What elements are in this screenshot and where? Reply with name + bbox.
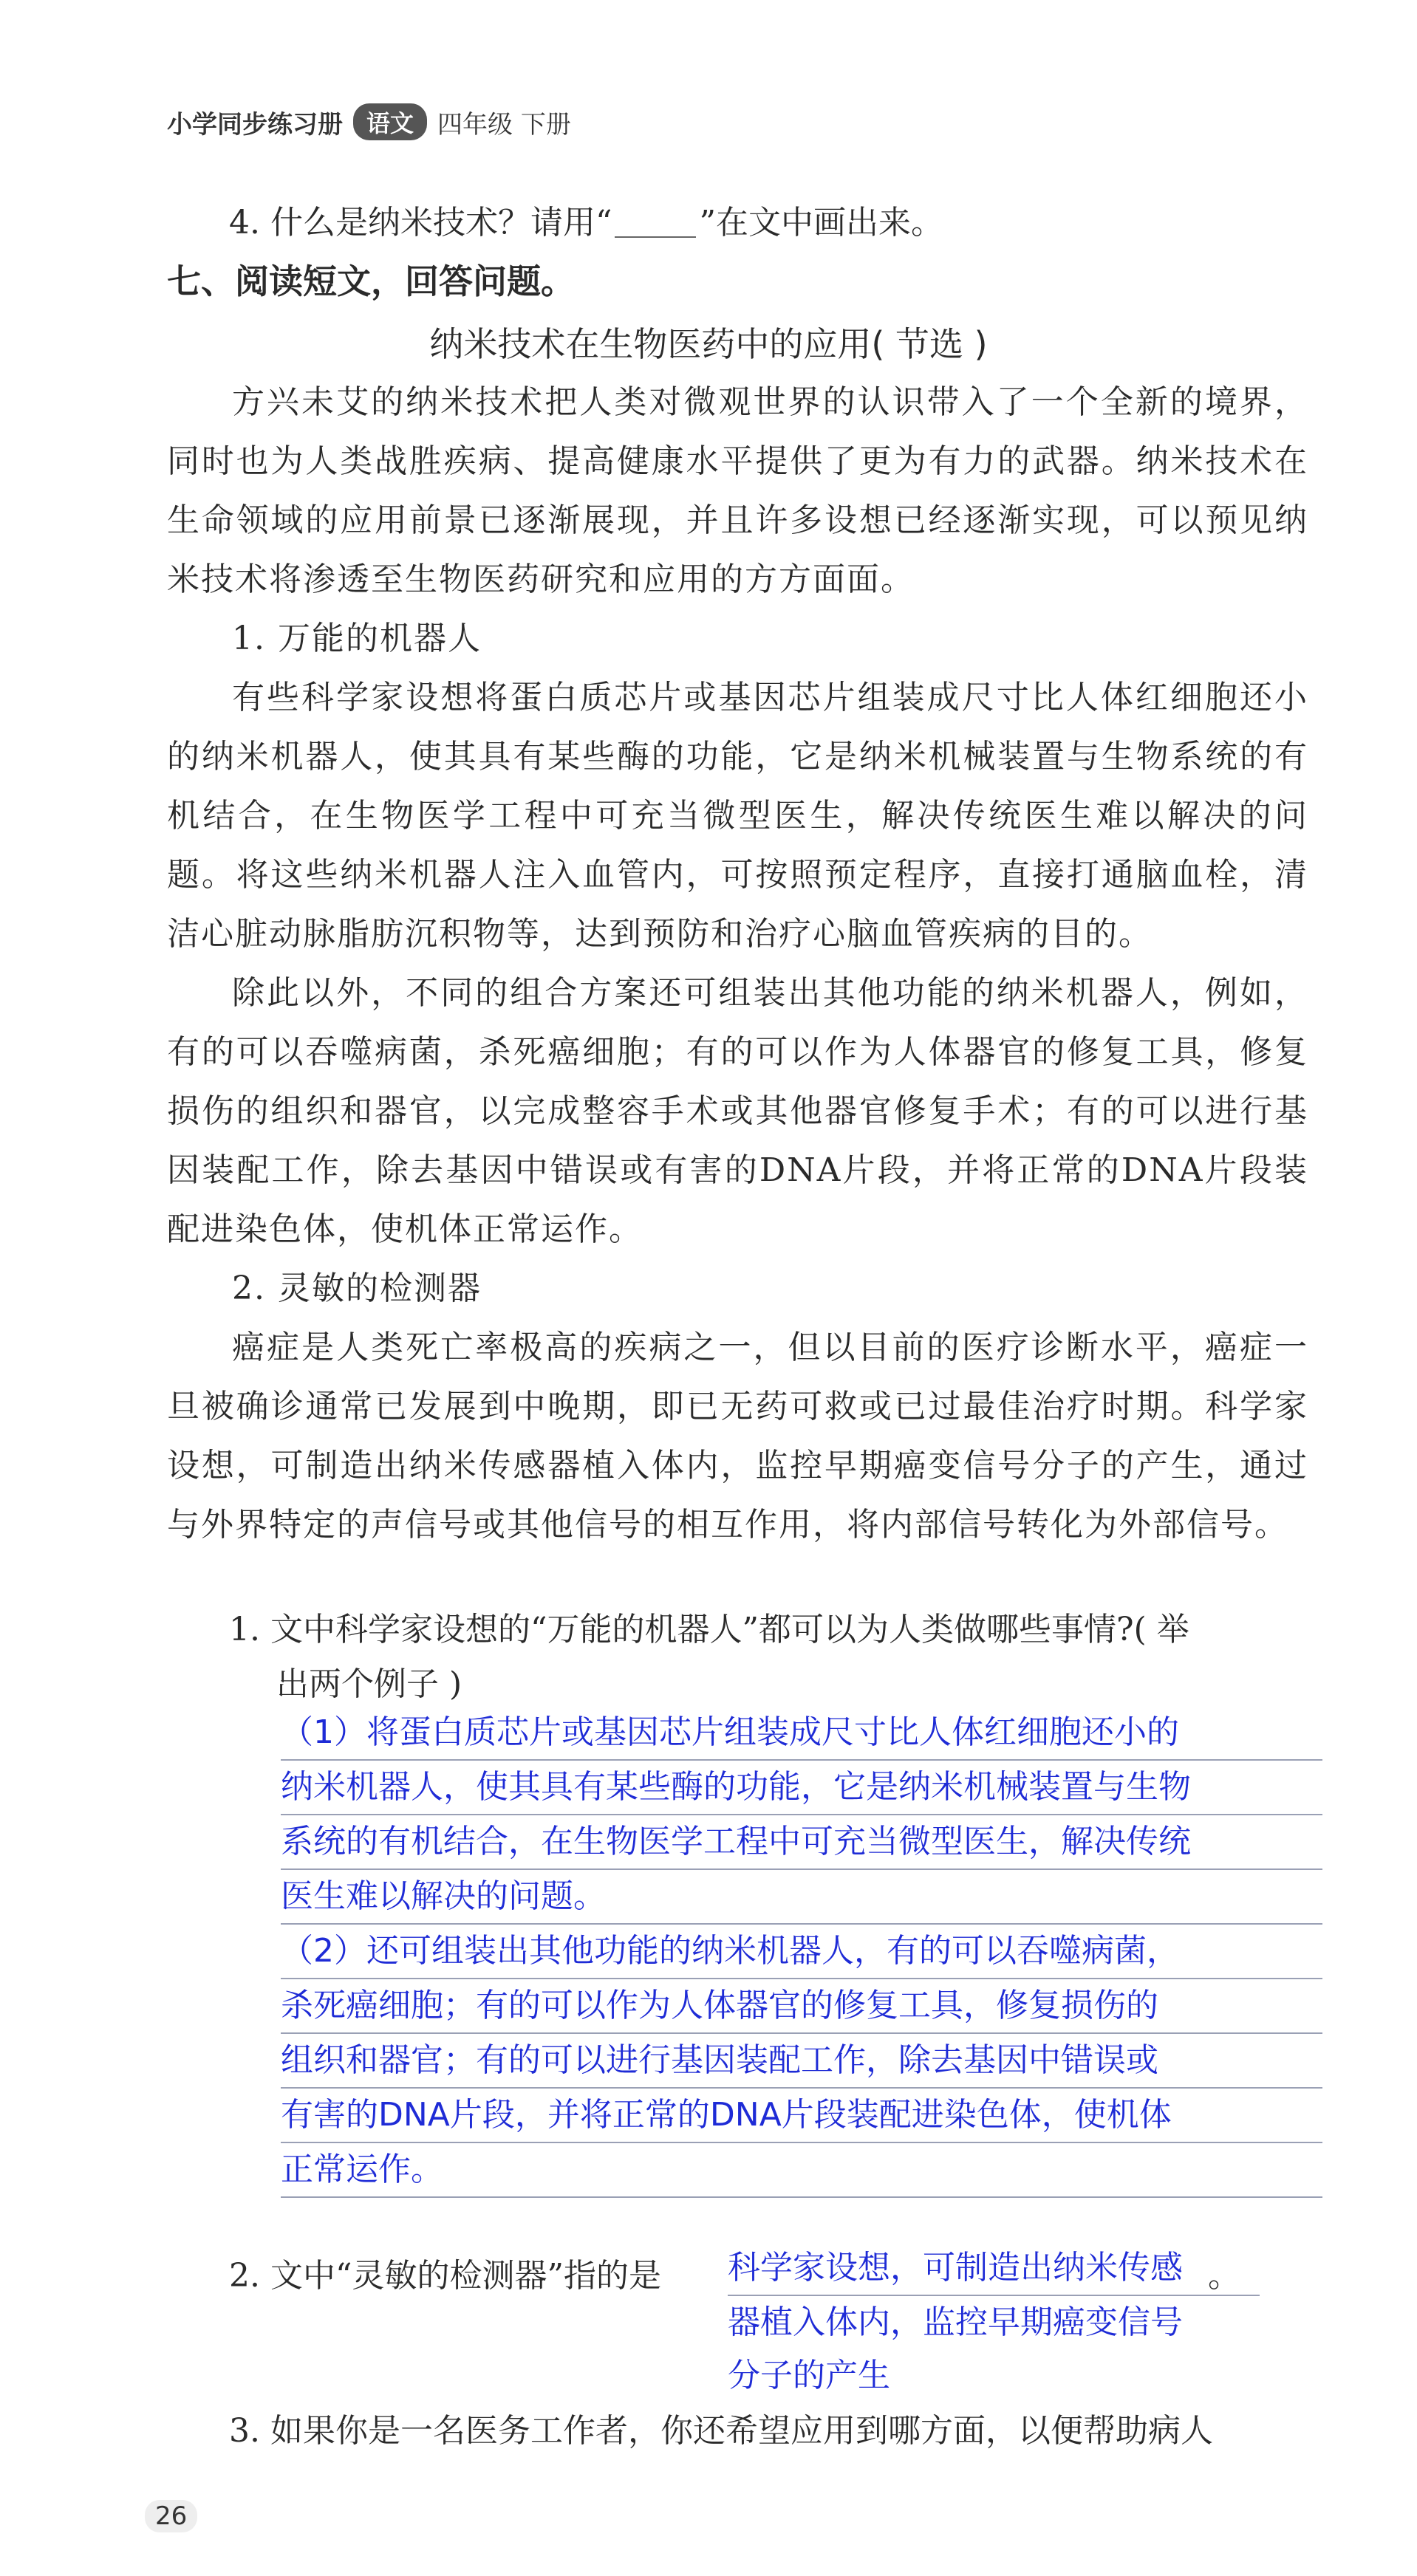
question-4 bbox=[229, 196, 943, 243]
answer-line: 分子的产生 bbox=[728, 2357, 890, 2394]
underline-blank bbox=[615, 207, 696, 238]
answer-line: 杀死癌细胞；有的可以作为人体器官的修复工具，修复损伤的 bbox=[281, 1979, 1322, 2034]
answer-line: 正常运作。 bbox=[281, 2143, 1322, 2198]
paragraph-detector: 癌症是人类死亡率极高的疾病之一，但以目前的医疗诊断水平，癌症一旦被确诊通常已发展到中晚期，即已无药可救或已过最佳治疗时期。科学家设想，可制造出纳米传感器植入体内，监控早期癌变信号分子的产生，通过与外界特定的声信号或其他信号的相互作用，将内部信号转化为外部信号。 bbox=[167, 1329, 1308, 1544]
answer-line: （2）还可组装出其他功能的纳米机器人，有的可以吞噬病菌， bbox=[281, 1925, 1322, 1979]
question-1-line-2: 出两个例子 ) bbox=[276, 1665, 462, 1703]
question-1 bbox=[229, 1603, 1315, 1712]
subheading-detector: 2. 灵敏的检测器 bbox=[232, 1270, 482, 1307]
question-2-suffix: 。 bbox=[1207, 2257, 1240, 2295]
answer-line: 系统的有机结合，在生物医学工程中可充当微型医生，解决传统 bbox=[281, 1815, 1322, 1870]
answer-2-handwritten bbox=[728, 2241, 1260, 2402]
reading-passage bbox=[167, 373, 1308, 1555]
answer-1-handwritten bbox=[281, 1706, 1322, 2198]
answer-line: 有害的DNA片段，并将正常的DNA片段装配进染色体，使机体 bbox=[281, 2089, 1322, 2143]
answer-line: 科学家设想，可制造出纳米传感 bbox=[728, 2241, 1260, 2296]
answer-line: （1）将蛋白质芯片或基因芯片组装成尺寸比人体红细胞还小的 bbox=[281, 1706, 1322, 1761]
grade-label: 四年级 下册 bbox=[437, 109, 571, 140]
subject-badge: 语文 bbox=[353, 103, 427, 140]
paragraph-robot-2: 除此以外，不同的组合方案还可组装出其他功能的纳米机器人，例如，有的可以吞噬病菌，杀死癌细胞；有的可以作为人体器官的修复工具，修复损伤的组织和器官，以完成整容手术或其他器官修复手术；有的可以进行基因装配工作，除去基因中错误或有害的DNA片段，并将正常的DNA片段装配进染色体，使机体正常运作。 bbox=[167, 974, 1308, 1248]
page-header bbox=[167, 103, 571, 140]
question-4-text-before: 4. 什么是纳米技术？请用“ bbox=[229, 204, 612, 242]
question-3: 3. 如果你是一名医务工作者，你还希望应用到哪方面，以便帮助病人 bbox=[229, 2412, 1213, 2450]
subheading-robot: 1. 万能的机器人 bbox=[232, 620, 482, 657]
paragraph-intro: 方兴未艾的纳米技术把人类对微观世界的认识带入了一个全新的境界，同时也为人类战胜疾病、提高健康水平提供了更为有力的武器。纳米技术在生命领域的应用前景已逐渐展现，并且许多设想已经逐渐实现，可以预见纳米技术将渗透至生物医药研究和应用的方方面面。 bbox=[167, 383, 1308, 598]
question-1-line-1: 1. 文中科学家设想的“万能的机器人”都可以为人类做哪些事情?( 举 bbox=[229, 1611, 1189, 1648]
question-2-prefix: 2. 文中“灵敏的检测器”指的是 bbox=[229, 2257, 661, 2295]
page-number: 26 bbox=[145, 2500, 197, 2532]
answer-line: 医生难以解决的问题。 bbox=[281, 1870, 1322, 1925]
section-title: 七、阅读短文，回答问题。 bbox=[167, 261, 575, 301]
answer-line: 组织和器官；有的可以进行基因装配工作，除去基因中错误或 bbox=[281, 2034, 1322, 2089]
question-4-text-after: ”在文中画出来。 bbox=[699, 204, 943, 242]
book-title: 小学同步练习册 bbox=[167, 109, 343, 140]
answer-line: 纳米机器人，使其具有某些酶的功能，它是纳米机械装置与生物 bbox=[281, 1761, 1322, 1815]
paragraph-robot-1: 有些科学家设想将蛋白质芯片或基因芯片组装成尺寸比人体红细胞还小的纳米机器人，使其具有某些酶的功能，它是纳米机械装置与生物系统的有机结合，在生物医学工程中可充当微型医生，解决传统医生难以解决的问题。将这些纳米机器人注入血管内，可按照预定程序，直接打通脑血栓，清洁心脏动脉脂肪沉积物等，达到预防和治疗心脑血管疾病的目的。 bbox=[167, 679, 1308, 953]
answer-line: 器植入体内，监控早期癌变信号 bbox=[728, 2303, 1183, 2341]
article-title: 纳米技术在生物医药中的应用( 节选 ) bbox=[429, 324, 988, 364]
